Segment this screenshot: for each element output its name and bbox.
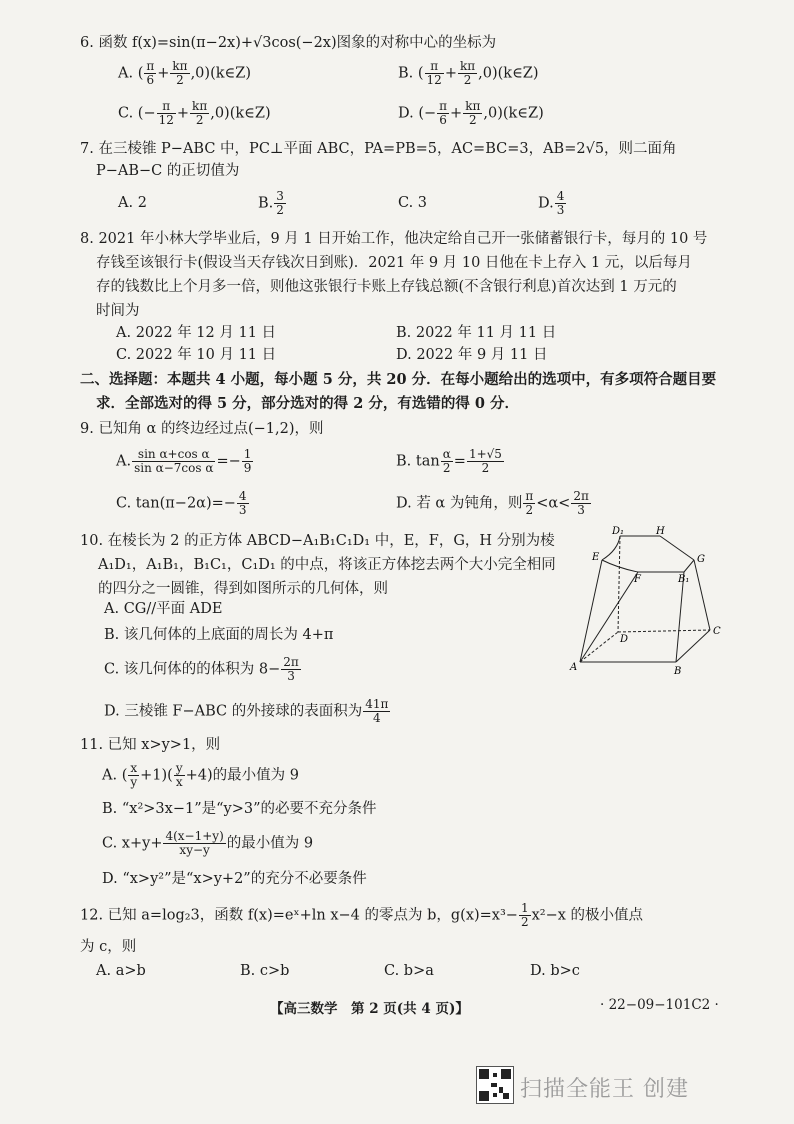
question-9-option-d: D. 若 α 为钝角，则 $\frac{\pi}{2}$ <α< $\frac{2\pi}{3}$ <box>396 489 589 517</box>
question-8-line-3: 存的钱数比上个月多一倍，则他这张银行卡账上存钱总额(不含银行利息)首次达到 1 万元的 <box>96 279 677 295</box>
label-d: D <box>620 634 629 645</box>
qr-code-icon <box>476 1066 514 1104</box>
question-8-line-1: 8. 2021 年小林大学毕业后，9 月 1 日开始工作，他决定给自己开一张储蓄银行卡，每月的 10 号 <box>80 231 708 247</box>
label-d1: D₁ <box>612 526 625 537</box>
question-9-option-a: A. $\frac{\text{sin α+cos α}}{\text{sin α−7cos α}}$ =− $\frac{1}{9}$ <box>116 447 252 475</box>
scanner-watermark <box>476 1066 736 1110</box>
question-9-stem: 9. 已知角 α 的终边经过点(−1,2)，则 <box>80 421 324 437</box>
label-b1: B₁ <box>678 574 690 585</box>
question-12-option-d: D. b>c <box>530 963 580 979</box>
question-7-option-a: A. 2 <box>118 195 147 211</box>
label-g: G <box>697 554 705 565</box>
question-8-option-b: B. 2022 年 11 月 11 日 <box>396 325 557 341</box>
question-10-line-1: 10. 在棱长为 2 的正方体 ABCD−A₁B₁C₁D₁ 中，E，F，G，H 分别为棱 <box>80 533 555 549</box>
question-9-option-b: B. tan $\frac{\alpha}{2}$ = $\frac{1+√5}{2}$ <box>396 447 502 475</box>
question-12-line-2: 为 c，则 <box>80 939 137 955</box>
question-6-option-c: C. (− $\frac{\pi}{12}$ + $\frac{k\pi}{2}$ ,0)(k∈Z) <box>118 99 271 127</box>
question-7-line-1: 7. 在三棱锥 P−ABC 中，PC⊥平面 ABC，PA=PB=5，AC=BC=3，AB=2√5，则二面角 <box>80 141 677 157</box>
page-footer-code: · 22−09−101C2 · <box>600 997 719 1013</box>
question-11-option-a: A. ( $\frac{x}{y}$ +1)( $\frac{y}{x}$ +4)的最小值为 9 <box>102 761 299 789</box>
question-8-line-2: 存钱至该银行卡(假设当天存钱次日到账)．2021 年 9 月 10 日他在卡上存入 1 元，以后每月 <box>96 255 692 271</box>
label-a: A <box>570 662 578 673</box>
question-6-option-a: A. ( $\frac{\pi}{6}$ + $\frac{k\pi}{2}$ ,0)(k∈Z) <box>118 59 251 87</box>
question-7-option-b: B. $\frac{3}{2}$ <box>258 189 284 217</box>
question-7-option-d: D. $\frac{4}{3}$ <box>538 189 565 217</box>
question-9-option-c: C. tan(π−2α)=− $\frac{4}{3}$ <box>116 489 247 517</box>
section-2-header-line-2: 求．全部选对的得 5 分，部分选对的得 2 分，有选错的得 0 分． <box>96 395 520 412</box>
question-7-line-2: P−AB−C 的正切值为 <box>96 163 240 179</box>
question-10-line-3: 的四分之一圆锥，得到如图所示的几何体，则 <box>98 581 388 597</box>
question-8-option-d: D. 2022 年 9 月 11 日 <box>396 347 548 363</box>
label-h: H <box>656 526 665 537</box>
label-f: F <box>634 574 641 585</box>
question-11-option-d: D. “x>y²”是“x>y+2”的充分不必要条件 <box>102 871 367 887</box>
question-10-option-c: C. 该几何体的的体积为 8− $\frac{2\pi}{3}$ <box>104 655 299 683</box>
question-12-option-c: C. b>a <box>384 963 434 979</box>
question-10-option-a: A. CG//平面 ADE <box>104 601 223 617</box>
question-7-option-c: C. 3 <box>398 195 428 211</box>
question-6-option-d: D. (− $\frac{\pi}{6}$ + $\frac{k\pi}{2}$ ,0)(k∈Z) <box>398 99 544 127</box>
question-11-stem: 11. 已知 x>y>1，则 <box>80 737 221 753</box>
question-11-option-c: C. x+y+ $\frac{4(x-1+y)}{xy-y}$ 的最小值为 9 <box>102 829 314 857</box>
question-11-option-b: B. “x²>3x−1”是“y>3”的必要不充分条件 <box>102 801 377 817</box>
question-12-option-a: A. a>b <box>96 963 146 979</box>
question-8-option-a: A. 2022 年 12 月 11 日 <box>116 325 277 341</box>
truncated-cube-figure <box>566 520 726 680</box>
question-6-option-b: B. ( $\frac{\pi}{12}$ + $\frac{k\pi}{2}$ ,0)(k∈Z) <box>398 59 539 87</box>
label-e: E <box>592 552 600 563</box>
question-10-line-2: A₁D₁，A₁B₁，B₁C₁，C₁D₁ 的中点，将该正方体挖去两个大小完全相同 <box>98 557 556 573</box>
question-8-option-c: C. 2022 年 10 月 11 日 <box>116 347 277 363</box>
question-12-option-b: B. c>b <box>240 963 290 979</box>
page-footer-title: 【高三数学 第 2 页(共 4 页)】 <box>270 1001 469 1017</box>
section-2-header-line-1: 二、选择题：本题共 4 小题，每小题 5 分，共 20 分．在每小题给出的选项中，有多项符合题目要 <box>80 371 717 388</box>
question-10-option-b: B. 该几何体的上底面的周长为 4+π <box>104 627 334 643</box>
question-12-line-1: 12. 已知 a=log₂3，函数 f(x)=eˣ+ln x−4 的零点为 b，g(x)=x³− $\frac{1}{2}$ x²−x 的极小值点 <box>80 901 644 929</box>
question-6-stem: 6. 函数 f(x)=sin(π−2x)+√3cos(−2x)图象的对称中心的坐标为 <box>80 35 497 51</box>
question-8-line-4: 时间为 <box>96 303 140 319</box>
question-10-option-d: D. 三棱锥 F−ABC 的外接球的表面积为 $\frac{41\pi}{4}$ <box>104 697 389 725</box>
scanner-watermark-text: 扫描全能王 创建 <box>520 1077 689 1102</box>
label-c: C <box>713 626 721 637</box>
label-b: B <box>674 666 682 677</box>
